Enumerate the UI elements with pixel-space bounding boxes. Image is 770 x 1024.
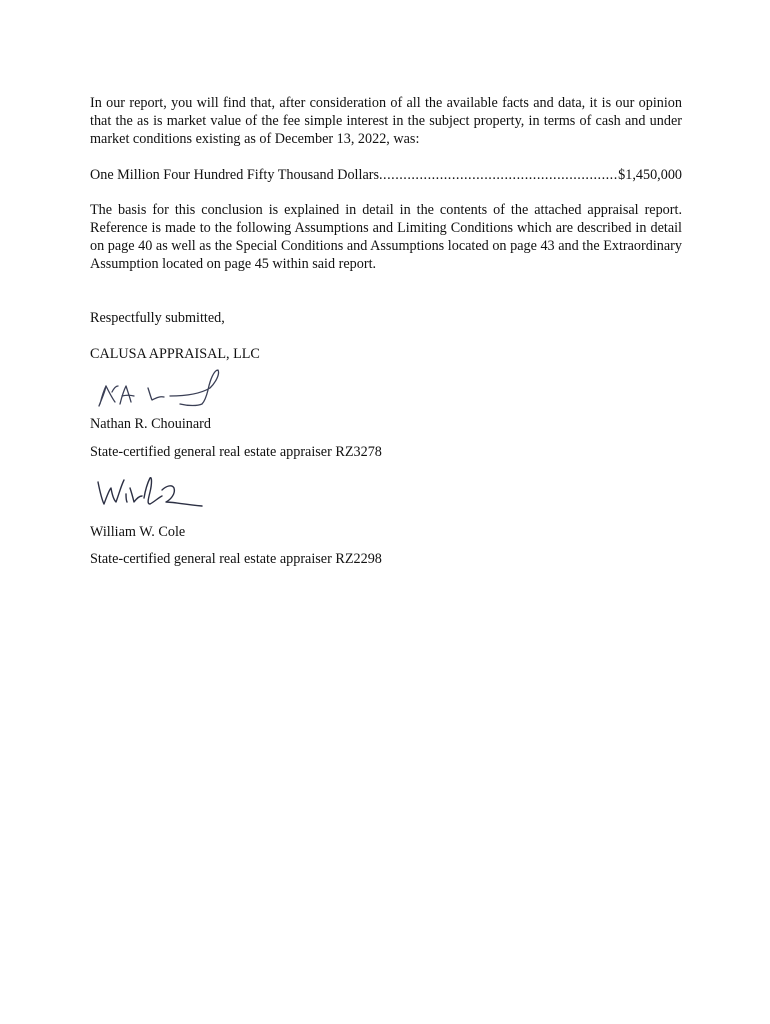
signatory-name: William W. Cole	[90, 524, 186, 540]
value-label: One Million Four Hundred Fifty Thousand Dollars	[90, 167, 379, 183]
signatory-name: Nathan R. Chouinard	[90, 416, 211, 432]
opinion-paragraph: In our report, you will find that, after consideration of all the available facts and data, it is our opinion that the as is market value of the fee simple interest in the subject property, in terms of cash and under market conditions existing as of December 13, 2022, was:	[90, 95, 682, 147]
signature-image-cole	[90, 468, 210, 518]
dot-leader	[379, 166, 618, 184]
closing-salutation: Respectfully submitted,	[90, 310, 225, 326]
basis-paragraph: The basis for this conclusion is explained in detail in the contents of the attached appraisal report. Reference is made to the following Assumptions and Limiting Conditions which are described in detail on page 40 as well as the Special Conditions and Assumptions located on page 43 and the Extraordinary Assumption located on page 45 within said report.	[90, 202, 682, 272]
value-amount: $1,450,000	[618, 167, 682, 183]
signature-image-chouinard	[90, 364, 230, 414]
company-name: CALUSA APPRAISAL, LLC	[90, 346, 260, 362]
signatory-title: State-certified general real estate appraiser RZ2298	[90, 551, 382, 567]
value-conclusion-line	[90, 166, 682, 184]
signatory-title: State-certified general real estate appraiser RZ3278	[90, 444, 382, 460]
